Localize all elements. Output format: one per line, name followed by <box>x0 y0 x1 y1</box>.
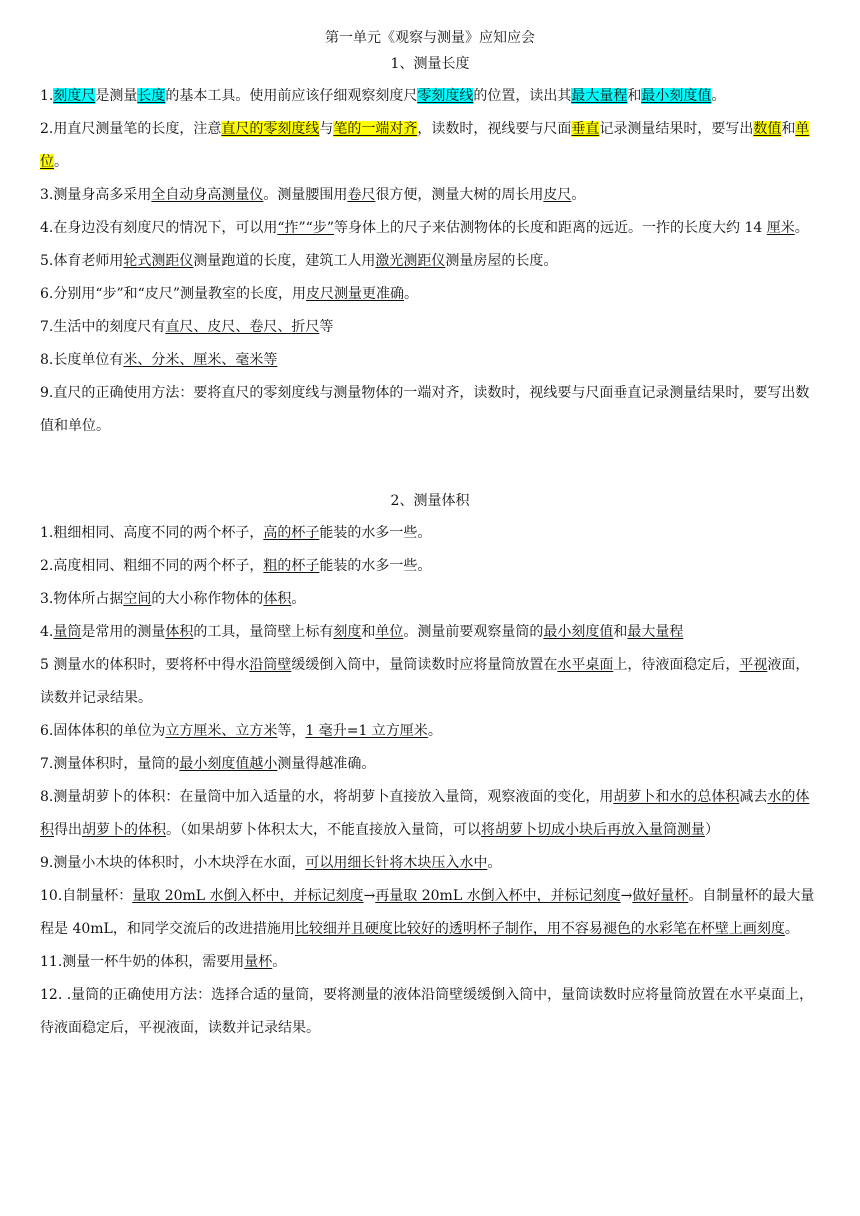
text-segment: ，读数时，视线要与尺面 <box>417 121 572 137</box>
list-item <box>40 880 820 946</box>
section-heading-volume: 2、测量体积 <box>390 493 470 509</box>
text-segment: 7.生活中的刻度尺有 <box>40 319 166 335</box>
text-segment: 液面，读数并记录结果。 <box>40 657 810 706</box>
section-heading-length: 1、测量长度 <box>390 56 470 72</box>
text-segment: 11.测量一杯牛奶的体积，需要用 <box>40 954 245 970</box>
key-term: 水平桌面 <box>557 657 614 673</box>
key-term: 空间 <box>123 591 152 607</box>
text-segment: 。 <box>404 286 418 302</box>
text-segment: 10.自制量杯： <box>40 888 133 904</box>
highlighted-term: 长度 <box>137 88 166 104</box>
document-page <box>40 24 820 1045</box>
key-term: 体积 <box>165 624 194 640</box>
key-term: 全自动身高测量仪 <box>151 187 264 203</box>
text-segment: 得出 <box>54 822 82 838</box>
key-term: 做好量杯 <box>632 888 689 904</box>
key-term: 卷尺 <box>347 187 376 203</box>
section-volume-list <box>40 517 820 1045</box>
key-term: 再量取 20mL 水倒入杯中，并标记刻度 <box>375 888 621 904</box>
list-item <box>40 80 820 113</box>
key-term: “拃”“步” <box>277 220 334 236</box>
document-title: 第一单元《观察与测量》应知应会 <box>325 30 535 46</box>
key-term: 立方厘米、立方米 <box>165 723 278 739</box>
list-item <box>40 781 820 847</box>
section-spacer <box>40 443 820 485</box>
text-segment: 8.测量胡萝卜的体积：在量筒中加入适量的水，将胡萝卜直接放入量筒，观察液面的变化，用 <box>40 789 614 805</box>
list-item <box>40 278 820 311</box>
key-term: 轮式测距仪 <box>123 253 194 269</box>
key-term: 将胡萝卜切成小块后再放入量筒测量 <box>481 822 705 838</box>
text-segment: 8.长度单位有 <box>40 352 124 368</box>
key-term: 胡萝卜的体积 <box>82 822 166 838</box>
list-item <box>40 979 820 1045</box>
key-term: 量取 20mL 水倒入杯中，并标记刻度 <box>132 888 364 904</box>
list-item <box>40 616 820 649</box>
text-segment: 4. <box>40 624 54 640</box>
text-segment: 。自制量杯的最大量程是 40mL，和同学交流后的改进措施用 <box>40 888 815 937</box>
text-segment: 等， <box>277 723 306 739</box>
text-segment: 5 测量水的体积时，要将杯中得水 <box>40 657 250 673</box>
text-segment: 和 <box>361 624 376 640</box>
text-segment: 的大小称作物体的 <box>151 591 264 607</box>
key-term: 可以用细长针将木块压入水中 <box>305 855 488 871</box>
key-term: 米、分米、厘米、毫米等 <box>123 352 278 368</box>
text-segment: 。 <box>487 855 502 871</box>
key-term: 刻度 <box>333 624 362 640</box>
highlighted-term: 最小刻度值 <box>641 88 712 104</box>
key-term: 最小刻度值越小 <box>179 756 278 772</box>
key-term: 粗的杯子 <box>263 558 320 574</box>
text-segment: 与 <box>319 121 334 137</box>
list-item <box>40 748 820 781</box>
list-item <box>40 179 820 212</box>
text-segment: 是常用的测量 <box>81 624 166 640</box>
text-segment: 减去 <box>739 789 768 805</box>
text-segment: 1. <box>40 88 54 104</box>
text-segment: 能装的水多一些。 <box>319 525 432 541</box>
text-segment: 。测量腰围用 <box>263 187 348 203</box>
text-segment: 7.测量体积时，量筒的 <box>40 756 180 772</box>
key-term: 胡萝卜和水的总体积 <box>613 789 740 805</box>
text-segment: 缓缓倒入筒中，量筒读数时应将量筒放置在 <box>291 657 558 673</box>
text-segment: 。 <box>711 88 726 104</box>
key-term: 体积 <box>263 591 292 607</box>
text-segment: 5.体育老师用 <box>40 253 124 269</box>
key-term: 水的体积 <box>40 789 810 838</box>
text-segment: 9.直尺的正确使用方法：要将直尺的零刻度线与测量物体的一端对齐，读数时，视线要与尺面垂直记录测量结果时，要写出数值和单位。 <box>40 385 810 434</box>
text-segment: 。 <box>794 220 809 236</box>
text-segment: 。 <box>784 921 799 937</box>
highlighted-term: 最大量程 <box>571 88 628 104</box>
list-item <box>40 583 820 616</box>
text-segment: 的基本工具。使用前应该仔细观察刻度尺 <box>165 88 418 104</box>
text-segment: 测量房屋的长度。 <box>445 253 558 269</box>
text-segment: 。（如果胡萝卜体积太大，不能直接放入量筒，可以 <box>166 822 481 838</box>
text-segment: 测量跑道的长度，建筑工人用 <box>193 253 376 269</box>
key-term: 单位 <box>375 624 404 640</box>
key-term: 高的杯子 <box>263 525 320 541</box>
text-segment: 2.高度相同、粗细不同的两个杯子， <box>40 558 264 574</box>
key-term: 厘米 <box>766 220 795 236</box>
text-segment: 。测量前要观察量筒的 <box>403 624 544 640</box>
key-term: 沿筒壁 <box>249 657 292 673</box>
text-segment: 测量得越准确。 <box>277 756 376 772</box>
text-segment: 3.物体所占据 <box>40 591 124 607</box>
text-segment: 2.用直尺测量笔的长度，注意 <box>40 121 222 137</box>
key-term: 最小刻度值 <box>543 624 614 640</box>
highlighted-term: 刻度尺 <box>53 88 96 104</box>
text-segment: 的工具，量筒壁上标有 <box>193 624 334 640</box>
list-item <box>40 649 820 715</box>
text-segment: 4.在身边没有刻度尺的情况下，可以用 <box>40 220 278 236</box>
text-segment: 12. .量筒的正确使用方法：选择合适的量筒，要将测量的液体沿筒壁缓缓倒入筒中，量筒读数时应将量筒放置在水平桌面上，待液面稳定后，平视液面，读数并记录结果。 <box>40 987 814 1036</box>
text-segment: 。 <box>54 154 68 170</box>
list-item <box>40 245 820 278</box>
key-term: 激光测距仪 <box>375 253 446 269</box>
key-term: 直尺、皮尺、卷尺、折尺 <box>165 319 320 335</box>
text-segment: 。 <box>291 591 306 607</box>
text-segment: 记录测量结果时，要写出 <box>599 121 754 137</box>
list-item <box>40 113 820 179</box>
key-term: 量筒 <box>53 624 82 640</box>
key-term: 平视 <box>739 657 768 673</box>
text-segment: 和 <box>627 88 642 104</box>
key-term: 比较细并且硬度比较好的透明杯子制作，用不容易褪色的水彩笔在杯壁上画刻度 <box>294 921 785 937</box>
list-item <box>40 311 820 344</box>
text-segment: 很方便，测量大树的周长用 <box>375 187 544 203</box>
text-segment: 9.测量小木块的体积时，小木块浮在水面， <box>40 855 306 871</box>
highlighted-term: 数值 <box>753 121 782 137</box>
list-item <box>40 377 820 443</box>
text-segment: 和 <box>781 121 796 137</box>
text-segment: 。 <box>272 954 287 970</box>
text-segment: 6.分别用“步”和“皮尺”测量教室的长度，用 <box>40 286 306 302</box>
highlighted-term: 直尺的零刻度线 <box>221 121 320 137</box>
text-segment: 。 <box>571 187 586 203</box>
text-segment: 。 <box>427 723 442 739</box>
text-segment: 的位置，读出其 <box>473 88 572 104</box>
text-segment: 3.测量身高多采用 <box>40 187 152 203</box>
text-segment: 6.固体体积的单位为 <box>40 723 166 739</box>
list-item <box>40 344 820 377</box>
key-term: 1 毫升=1 立方厘米 <box>305 723 428 739</box>
list-item <box>40 946 820 979</box>
section-length-list <box>40 80 820 443</box>
text-segment: 1.粗细相同、高度不同的两个杯子， <box>40 525 264 541</box>
text-segment: 等 <box>319 319 334 335</box>
text-segment: ） <box>705 822 719 838</box>
list-item <box>40 212 820 245</box>
highlighted-term: 单位 <box>40 121 810 170</box>
text-segment: 上，待液面稳定后， <box>613 657 740 673</box>
text-segment: → <box>363 888 376 904</box>
key-term: 最大量程 <box>627 624 684 640</box>
key-term: 皮尺 <box>543 187 572 203</box>
text-segment: 能装的水多一些。 <box>319 558 432 574</box>
list-item <box>40 550 820 583</box>
list-item <box>40 517 820 550</box>
highlighted-term: 零刻度线 <box>417 88 474 104</box>
list-item <box>40 715 820 748</box>
key-term: 皮尺测量更准确 <box>306 286 404 302</box>
key-term: 量杯 <box>244 954 273 970</box>
list-item <box>40 847 820 880</box>
text-segment: → <box>620 888 633 904</box>
text-segment: 等身体上的尺子来估测物体的长度和距离的远近。一拃的长度大约 14 <box>334 220 767 236</box>
text-segment: 是测量 <box>95 88 138 104</box>
text-segment: 和 <box>613 624 628 640</box>
highlighted-term: 垂直 <box>571 121 600 137</box>
highlighted-term: 笔的一端对齐 <box>333 121 418 137</box>
